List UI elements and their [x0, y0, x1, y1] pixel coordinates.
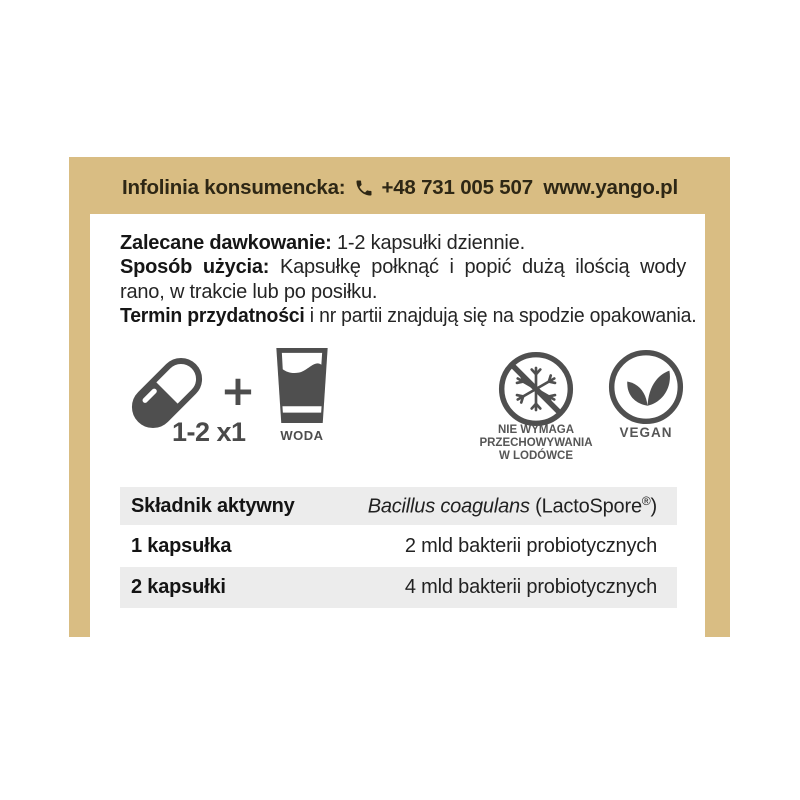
no-fridge-caption-line1: NIE WYMAGA — [497, 424, 575, 436]
table-row-dose: 1 kapsułka — [131, 534, 232, 557]
phone-icon — [354, 178, 374, 198]
table-header-ingredient: Składnik aktywny — [131, 494, 295, 517]
table-header-strain: Bacillus coagulans (LactoSpore®) — [367, 493, 657, 518]
vegan-caption: VEGAN — [619, 425, 673, 440]
website-url: www.yango.pl — [543, 176, 678, 199]
water-caption: WODA — [280, 428, 324, 443]
dosage-label: Zalecane dawkowanie: — [120, 232, 337, 254]
capsule-caption: 1-2 x1 — [172, 417, 246, 447]
table-row — [120, 567, 677, 608]
ingredient-table — [120, 487, 677, 608]
expiry-label: Termin przydatności — [120, 304, 305, 327]
usage-text: Kapsułkę połknąć i popić dużą ilością wody rano, w trakcie lub po posiłku. — [120, 256, 687, 303]
no-fridge-caption-line3: W LODÓWCE — [498, 449, 574, 462]
info-panel — [90, 214, 705, 637]
dosage-line — [120, 231, 686, 255]
no-fridge-caption-line2: PRZECHOWYWANIA — [479, 436, 593, 449]
usage-line — [120, 255, 686, 304]
usage-label: Sposób użycia: — [120, 256, 280, 279]
no-fridge-icon — [497, 350, 575, 428]
expiry-text: i nr partii znajdują się na spodzie opakowania. — [304, 304, 697, 327]
plus-sign: + — [220, 366, 256, 415]
pictogram-row — [120, 344, 686, 484]
table-row-amount: 4 mld bakterii probiotycznych — [404, 576, 657, 598]
dosage-text: 1-2 kapsułki dziennie. — [337, 232, 525, 254]
water-glass-icon — [274, 347, 330, 424]
no-fridge-caption — [456, 424, 616, 462]
hotline-label: Infolinia konsumencka: — [122, 176, 346, 199]
label-frame — [69, 157, 730, 637]
hotline-number: +48 731 005 507 — [381, 176, 533, 199]
table-row — [120, 525, 677, 567]
instructions-block — [120, 231, 697, 328]
expiry-line — [120, 304, 697, 328]
contact-bar — [122, 169, 678, 207]
table-row-dose: 2 kapsułki — [131, 576, 226, 598]
hotline — [122, 176, 533, 200]
table-row-amount: 2 mld bakterii probiotycznych — [404, 534, 657, 557]
vegan-icon — [607, 348, 685, 426]
table-header-row — [120, 487, 677, 525]
